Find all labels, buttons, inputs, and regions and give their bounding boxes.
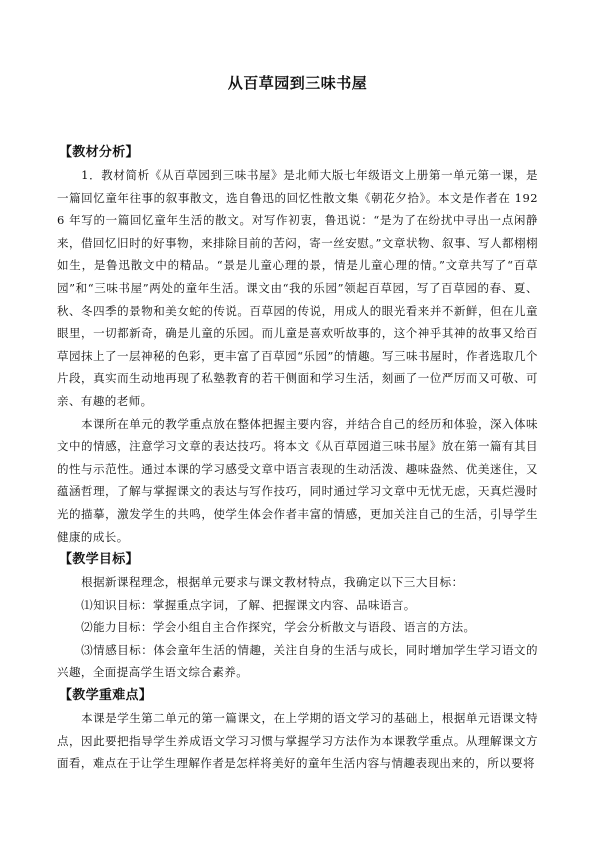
objective-item-ability: ⑵能力目标：学会小组自主合作探究，学会分析散文与语段、语言的方法。 [81,620,476,635]
analysis-paragraph-2: 本课所在单元的教学重点放在整体把握主要内容，并结合自己的经历和体验，深入体味文中的情感，注意学习文章的表达技巧。将本文《从百草园道三味书屋》放在第一篇有其目的性与示范性。通过本课的学习感受文章中语言表现的生动活泼、趣味盎然、优美迷住，又蕴涵哲理，了解与掌握课文的表达与写作技巧，同时通过学习文章中无忧无虑，天真烂漫时光的描摹，激发学生的共鸣，使学生体会作者丰富的情感，更加关注自己的生活，引导学生健康的成长。 [57,416,538,544]
section-heading-objectives: 【教学目标】 [59,552,139,568]
section-heading-analysis: 【教材分析】 [59,145,139,160]
section-heading-key-points: 【教学重难点】 [59,688,153,704]
objective-item-emotion: ⑶情感目标：体会童年生活的情趣，关注自身的生活与成长，同时增加学生学习语文的兴趣，全面提高学生语文综合素养。 [57,642,538,680]
document-body [57,141,538,775]
key-points-paragraph-1: 本课是学生第二单元的第一篇课文，在上学期的语文学习的基础上，根据单元语课文特点，因此要把指导学生养成语文学习习惯与掌握学习方法作为本课教学重点。从理解课文方面看，难点在于让学生理解作者是怎样将美好的童年生活内容与情趣表现出来的，所以要将 [57,711,538,771]
analysis-paragraph-1: 1．教材简析《从百草园到三味书屋》是北师大版七年级语文上册第一单元第一课，是一篇回忆童年往事的叙事散文，选自鲁迅的回忆性散文集《朝花夕拾》。本文是作者在 1926 年写的一篇回忆童年生活的散文。对写作初衷，鲁迅说：“是为了在纷扰中寻出一点闲静来，借回忆旧时的好事物，来排除目前的苦闷，寄一丝安慰。”文章状物、叙事、写人都栩栩如生，是鲁迅散文中的精品。“景是儿童心理的景，情是儿童心理的情。”文章共写了“百草园”和“三味书屋”两处的童年生活。课文由“我的乐园”领起百草园，写了百草园的春、夏、秋、冬四季的景物和美女蛇的传说。百草园的传说，用成人的眼光看来并不新鲜，但在儿童眼里，一切都新奇，确是儿童的乐园。而儿童是喜欢听故事的，这个神乎其神的故事又给百草园抹上了一层神秘的色彩，更丰富了百草园“乐园”的情趣。写三味书屋时，作者选取几个片段，真实而生动地再现了私塾教育的若干侧面和学习生活，刻画了一位严厉而又可敬、可亲、有趣的老师。 [57,168,538,408]
objective-item-knowledge: ⑴知识目标：掌握重点字词，了解、把握课文内容、品味语言。 [81,597,416,612]
objectives-intro: 根据新课程理念，根据单元要求与课文教材特点，我确定以下三大目标： [81,575,464,590]
document-title: 从百草园到三味书屋 [227,74,368,92]
